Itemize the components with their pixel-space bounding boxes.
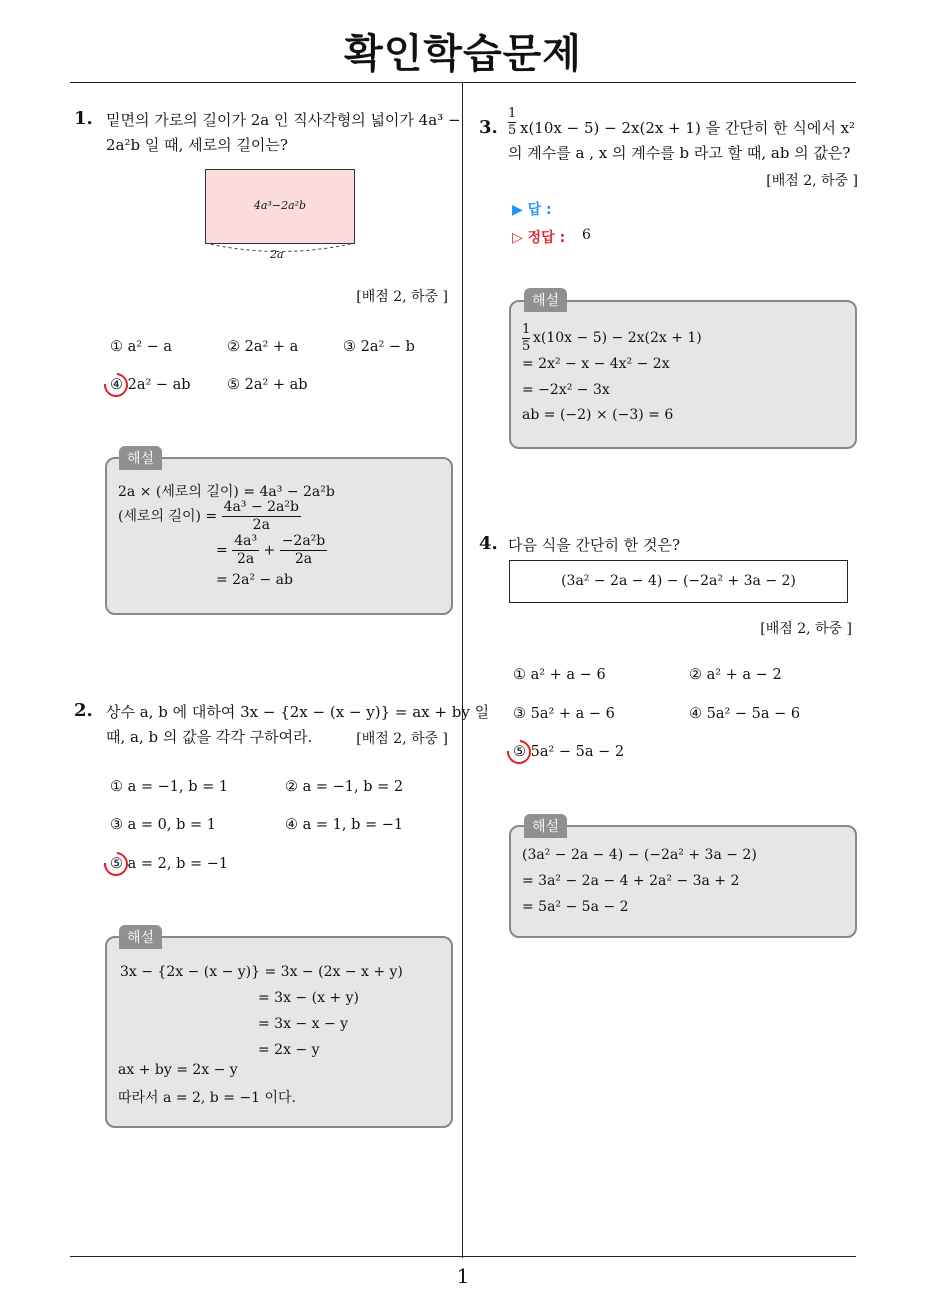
question-number: 3. [479, 117, 498, 138]
width-label: 2a [270, 248, 284, 261]
page-number: 1 [456, 1264, 470, 1288]
score-label: [배점 2, 하중 ] [356, 289, 448, 305]
solution-line: = 3a² − 2a − 4 + 2a² − 3a + 2 [522, 873, 740, 889]
choice-2[interactable]: ② a = −1, b = 2 [285, 779, 404, 795]
choice-4[interactable]: ④ a = 1, b = −1 [285, 817, 404, 833]
expression-box: (3a² − 2a − 4) − (−2a² + 3a − 2) [509, 560, 848, 603]
rectangle-area-label: 4a³−2a²b [253, 199, 307, 212]
correct-answer-label: ▷ 정답 : [512, 230, 566, 246]
numerator: 1 [522, 322, 531, 337]
choice-1[interactable]: ① a² − a [110, 339, 173, 355]
numerator: −2a²b [281, 533, 326, 549]
question-number: 2. [74, 700, 93, 721]
solution-line-fraction [118, 499, 301, 534]
fraction [222, 499, 301, 534]
solution-text: (세로의 길이) = [118, 508, 218, 525]
fraction [280, 533, 328, 568]
solution-box [509, 300, 857, 449]
solution-tab: 해설 [524, 288, 567, 312]
fraction [232, 533, 259, 568]
denominator: 2a [236, 551, 255, 567]
score-label: [배점 2, 하중 ] [766, 173, 858, 189]
solution-line: 따라서 a = 2, b = −1 이다. [118, 1090, 296, 1106]
solution-tab: 해설 [119, 925, 162, 949]
solution-line: 2a × (세로의 길이) = 4a³ − 2a²b [118, 484, 335, 500]
fraction [522, 322, 530, 355]
solution-line: x(10x − 5) − 2x(2x + 1) [533, 330, 702, 346]
question-text-line: 밑면의 가로의 길이가 2a 인 직사각형의 넓이가 4a³ − [106, 111, 461, 129]
solution-line: 3x − {2x − (x − y)} = 3x − (2x − x + y) [120, 964, 403, 980]
equals-sign: = [216, 542, 228, 559]
numerator: 1 [508, 106, 517, 121]
question-text-line: x(10x − 5) − 2x(2x + 1) 을 간단히 한 식에서 x² [520, 119, 856, 137]
solution-line: (3a² − 2a − 4) − (−2a² + 3a − 2) [522, 847, 757, 863]
numerator: 4a³ − 2a²b [223, 499, 299, 515]
solution-line: = 5a² − 5a − 2 [522, 899, 629, 915]
choice-2[interactable]: ② a² + a − 2 [689, 667, 782, 683]
question-number: 1. [74, 108, 93, 129]
solution-tab: 해설 [119, 446, 162, 470]
solution-tab: 해설 [524, 814, 567, 838]
question-text-line: 다음 식을 간단히 한 것은? [508, 536, 681, 554]
solution-line: = 3x − (x + y) [258, 990, 359, 1006]
denominator: 2a [252, 517, 270, 533]
choice-5[interactable]: ⑤ 5a² − 5a − 2 [513, 744, 625, 760]
choice-5[interactable]: ⑤ a = 2, b = −1 [110, 856, 229, 872]
choice-2[interactable]: ② 2a² + a [227, 339, 299, 355]
answer-label: ▶ 답 : [512, 202, 552, 218]
fraction [508, 106, 516, 139]
top-rule [70, 82, 856, 83]
question-number: 4. [479, 533, 498, 554]
choice-3[interactable]: ③ 2a² − b [343, 339, 415, 355]
choice-4[interactable]: ④ 2a² − ab [110, 377, 191, 393]
solution-line: = 3x − x − y [258, 1016, 349, 1032]
bottom-rule [70, 1256, 856, 1257]
denominator: 5 [522, 339, 531, 354]
choice-1[interactable]: ① a = −1, b = 1 [110, 779, 229, 795]
question-text-line: 때, a, b 의 값을 각각 구하여라. [106, 728, 313, 746]
solution-line: ab = (−2) × (−3) = 6 [522, 407, 674, 423]
answer-circle-mark [99, 368, 133, 402]
choice-3[interactable]: ③ a = 0, b = 1 [110, 817, 216, 833]
plus-sign: + [263, 542, 276, 559]
solution-line: = 2x² − x − 4x² − 2x [522, 356, 670, 372]
solution-line: ax + by = 2x − y [118, 1062, 238, 1078]
column-divider [462, 83, 463, 1258]
denominator: 2a [294, 551, 313, 567]
question-text-line: 의 계수를 a , x 의 계수를 b 라고 할 때, ab 의 값은? [508, 144, 851, 162]
score-label: [배점 2, 하중 ] [356, 731, 448, 747]
question-text-line: 상수 a, b 에 대하여 3x − {2x − (x − y)} = ax + by 일 [106, 703, 490, 721]
score-label: [배점 2, 하중 ] [760, 621, 852, 637]
solution-line-fraction [216, 533, 327, 568]
choice-5[interactable]: ⑤ 2a² + ab [227, 377, 308, 393]
page-title: 확인학습문제 [344, 31, 582, 77]
answer-circle-mark [502, 735, 536, 769]
choice-1[interactable]: ① a² + a − 6 [513, 667, 606, 683]
solution-line: = −2x² − 3x [522, 382, 610, 398]
correct-answer-value: 6 [582, 227, 591, 243]
solution-line: = 2x − y [258, 1042, 320, 1058]
choice-3[interactable]: ③ 5a² + a − 6 [513, 706, 615, 722]
rectangle-figure [205, 169, 355, 244]
answer-circle-mark [99, 847, 133, 881]
numerator: 4a³ [234, 533, 258, 549]
denominator: 5 [508, 123, 517, 138]
choice-4[interactable]: ④ 5a² − 5a − 6 [689, 706, 801, 722]
solution-line: = 2a² − ab [216, 572, 293, 588]
question-text-line: 2a²b 일 때, 세로의 길이는? [106, 136, 288, 154]
